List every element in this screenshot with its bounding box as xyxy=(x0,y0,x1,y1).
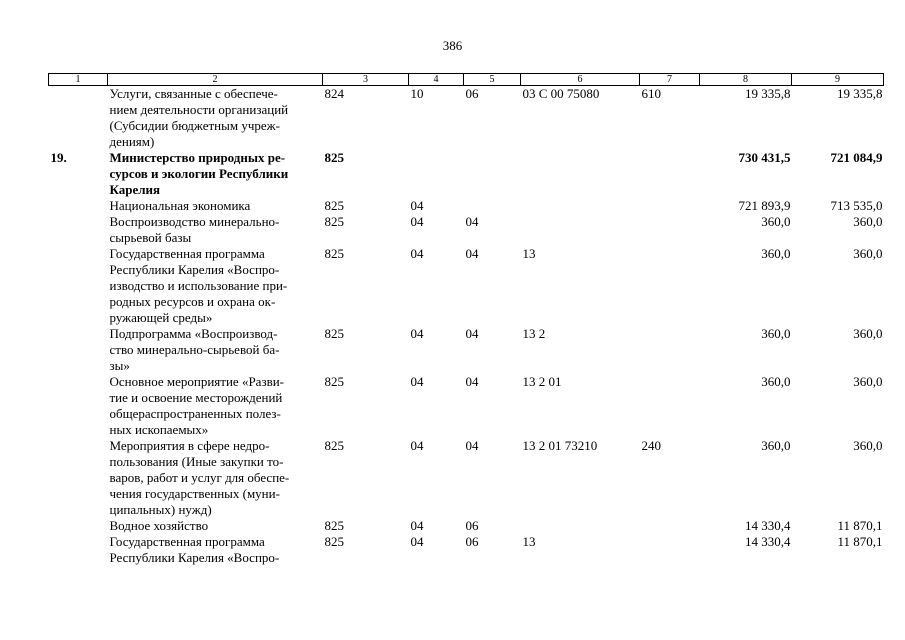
row-rz xyxy=(409,150,464,198)
row-vr xyxy=(640,374,700,438)
row-gr: 825 xyxy=(324,518,344,533)
table-row xyxy=(49,374,884,438)
row-vr xyxy=(640,326,700,374)
row-name-line: ных ископаемых» xyxy=(109,422,209,437)
row-name-line: изводство и использование при- xyxy=(109,278,288,293)
row-name-line: общераспространенных полез- xyxy=(109,406,281,421)
row-vr xyxy=(640,150,700,198)
row-vr: 610 xyxy=(641,86,661,101)
row-sum-1: 360,0 xyxy=(761,246,791,261)
row-rz: 04 xyxy=(410,246,424,261)
row-gr: 825 xyxy=(324,214,344,229)
row-gr: 825 xyxy=(324,198,344,213)
row-name-line: Национальная экономика xyxy=(109,198,251,213)
row-sum-2: 11 870,1 xyxy=(837,534,883,549)
budget-table xyxy=(48,73,884,566)
row-sum-1: 14 330,4 xyxy=(745,518,791,533)
row-pr: 04 xyxy=(465,326,479,341)
row-gr: 825 xyxy=(324,438,344,453)
header-col-1: 1 xyxy=(49,74,108,86)
row-number xyxy=(49,374,108,438)
row-rz: 04 xyxy=(410,198,424,213)
page-number: 386 xyxy=(442,38,463,53)
row-number xyxy=(49,438,108,518)
row-gr: 825 xyxy=(324,326,344,341)
row-vr xyxy=(640,198,700,214)
row-number xyxy=(49,246,108,326)
row-sum-1: 360,0 xyxy=(761,438,791,453)
table-row xyxy=(49,150,884,198)
row-rz: 04 xyxy=(410,438,424,453)
row-sum-1: 721 893,9 xyxy=(738,198,791,213)
row-vr xyxy=(640,518,700,534)
row-sum-2: 360,0 xyxy=(853,246,883,261)
row-csr: 13 xyxy=(522,534,536,549)
row-name xyxy=(108,374,323,438)
row-csr xyxy=(521,518,640,534)
row-number xyxy=(49,198,108,214)
row-name xyxy=(108,518,323,534)
row-number xyxy=(49,534,108,566)
row-name xyxy=(108,438,323,518)
row-name-line: ружающей среды» xyxy=(109,310,213,325)
row-csr xyxy=(521,150,640,198)
row-sum-2: 19 335,8 xyxy=(837,86,883,101)
table-row xyxy=(49,198,884,214)
row-name xyxy=(108,326,323,374)
row-csr: 13 2 xyxy=(522,326,546,341)
row-sum-1: 360,0 xyxy=(761,374,791,389)
row-pr: 04 xyxy=(465,246,479,261)
header-col-5: 5 xyxy=(464,74,521,86)
table-row xyxy=(49,438,884,518)
row-rz: 10 xyxy=(410,86,424,101)
row-name xyxy=(108,150,323,198)
row-sum-2: 713 535,0 xyxy=(830,198,883,213)
row-sum-1: 14 330,4 xyxy=(745,534,791,549)
row-sum-2: 360,0 xyxy=(853,326,883,341)
row-name-line: пользования (Иные закупки то- xyxy=(109,454,284,469)
row-name xyxy=(108,214,323,246)
row-rz: 04 xyxy=(410,534,424,549)
row-sum-1: 730 431,5 xyxy=(738,150,791,165)
row-name-line: Воспроизводство минерально- xyxy=(109,214,280,229)
row-number xyxy=(49,86,108,151)
row-name xyxy=(108,198,323,214)
table-row xyxy=(49,86,884,151)
row-name-line: Подпрограмма «Воспроизвод- xyxy=(109,326,278,341)
row-name xyxy=(108,534,323,566)
row-name-line: Государственная программа xyxy=(109,246,265,261)
row-gr: 825 xyxy=(324,374,344,389)
row-csr: 13 2 01 73210 xyxy=(522,438,598,453)
table-body xyxy=(49,86,884,567)
row-number xyxy=(49,214,108,246)
row-pr xyxy=(464,198,521,214)
row-rz: 04 xyxy=(410,374,424,389)
row-csr: 13 xyxy=(522,246,536,261)
row-name-line: дениям) xyxy=(109,134,155,149)
row-sum-2: 360,0 xyxy=(853,214,883,229)
row-name-line: (Субсидии бюджетным учреж- xyxy=(109,118,280,133)
table-row xyxy=(49,214,884,246)
row-name-line: ципальных) нужд) xyxy=(109,502,212,517)
row-rz: 04 xyxy=(410,326,424,341)
row-sum-1: 19 335,8 xyxy=(745,86,791,101)
row-vr xyxy=(640,534,700,566)
table-row xyxy=(49,246,884,326)
table-row xyxy=(49,518,884,534)
row-name-line: чения государственных (муни- xyxy=(109,486,280,501)
header-col-8: 8 xyxy=(700,74,792,86)
row-pr: 04 xyxy=(465,214,479,229)
row-csr: 03 С 00 75080 xyxy=(522,86,600,101)
row-name-line: сурсов и экологии Республики xyxy=(109,166,289,181)
row-name-line: варов, работ и услуг для обеспе- xyxy=(109,470,290,485)
row-rz: 04 xyxy=(410,214,424,229)
row-name-line: ство минерально-сырьевой ба- xyxy=(109,342,280,357)
row-gr: 825 xyxy=(324,246,344,261)
row-name-line: Услуги, связанные с обеспече- xyxy=(109,86,278,101)
row-vr xyxy=(640,246,700,326)
row-sum-2: 360,0 xyxy=(853,374,883,389)
row-csr xyxy=(521,214,640,246)
row-name-line: зы» xyxy=(109,358,130,373)
header-col-6: 6 xyxy=(521,74,640,86)
row-pr: 04 xyxy=(465,438,479,453)
row-name-line: Мероприятия в сфере недро- xyxy=(109,438,270,453)
row-rz: 04 xyxy=(410,518,424,533)
row-name-line: Водное хозяйство xyxy=(109,518,209,533)
row-pr: 04 xyxy=(465,374,479,389)
header-col-7: 7 xyxy=(640,74,700,86)
header-col-9: 9 xyxy=(792,74,884,86)
row-name xyxy=(108,86,323,151)
header-row xyxy=(49,74,884,86)
row-sum-2: 11 870,1 xyxy=(837,518,883,533)
row-gr: 825 xyxy=(324,150,344,165)
row-pr: 06 xyxy=(465,534,479,549)
header-col-4: 4 xyxy=(409,74,464,86)
row-name xyxy=(108,246,323,326)
row-vr xyxy=(640,214,700,246)
row-gr: 824 xyxy=(324,86,344,101)
row-name-line: Карелия xyxy=(109,182,161,197)
row-name-line: родных ресурсов и охрана ок- xyxy=(109,294,276,309)
row-name-line: Министерство природных ре- xyxy=(109,150,286,165)
row-number: 19. xyxy=(50,150,67,165)
header-col-2: 2 xyxy=(108,74,323,86)
table-row xyxy=(49,326,884,374)
row-number xyxy=(49,518,108,534)
row-sum-1: 360,0 xyxy=(761,214,791,229)
row-csr: 13 2 01 xyxy=(522,374,562,389)
row-gr: 825 xyxy=(324,534,344,549)
row-pr xyxy=(464,150,521,198)
header-col-3: 3 xyxy=(323,74,409,86)
row-sum-2: 721 084,9 xyxy=(830,150,883,165)
row-csr xyxy=(521,198,640,214)
row-name-line: Республики Карелия «Воспро- xyxy=(109,262,280,277)
row-name-line: сырьевой базы xyxy=(109,230,192,245)
row-pr: 06 xyxy=(465,518,479,533)
table-header xyxy=(49,74,884,86)
table-row xyxy=(49,534,884,566)
row-name-line: нием деятельности организаций xyxy=(109,102,289,117)
row-number xyxy=(49,326,108,374)
row-name-line: Республики Карелия «Воспро- xyxy=(109,550,280,565)
row-name-line: Основное мероприятие «Разви- xyxy=(109,374,284,389)
row-sum-2: 360,0 xyxy=(853,438,883,453)
row-pr: 06 xyxy=(465,86,479,101)
row-name-line: Государственная программа xyxy=(109,534,265,549)
row-name-line: тие и освоение месторождений xyxy=(109,390,283,405)
row-vr: 240 xyxy=(641,438,661,453)
row-sum-1: 360,0 xyxy=(761,326,791,341)
